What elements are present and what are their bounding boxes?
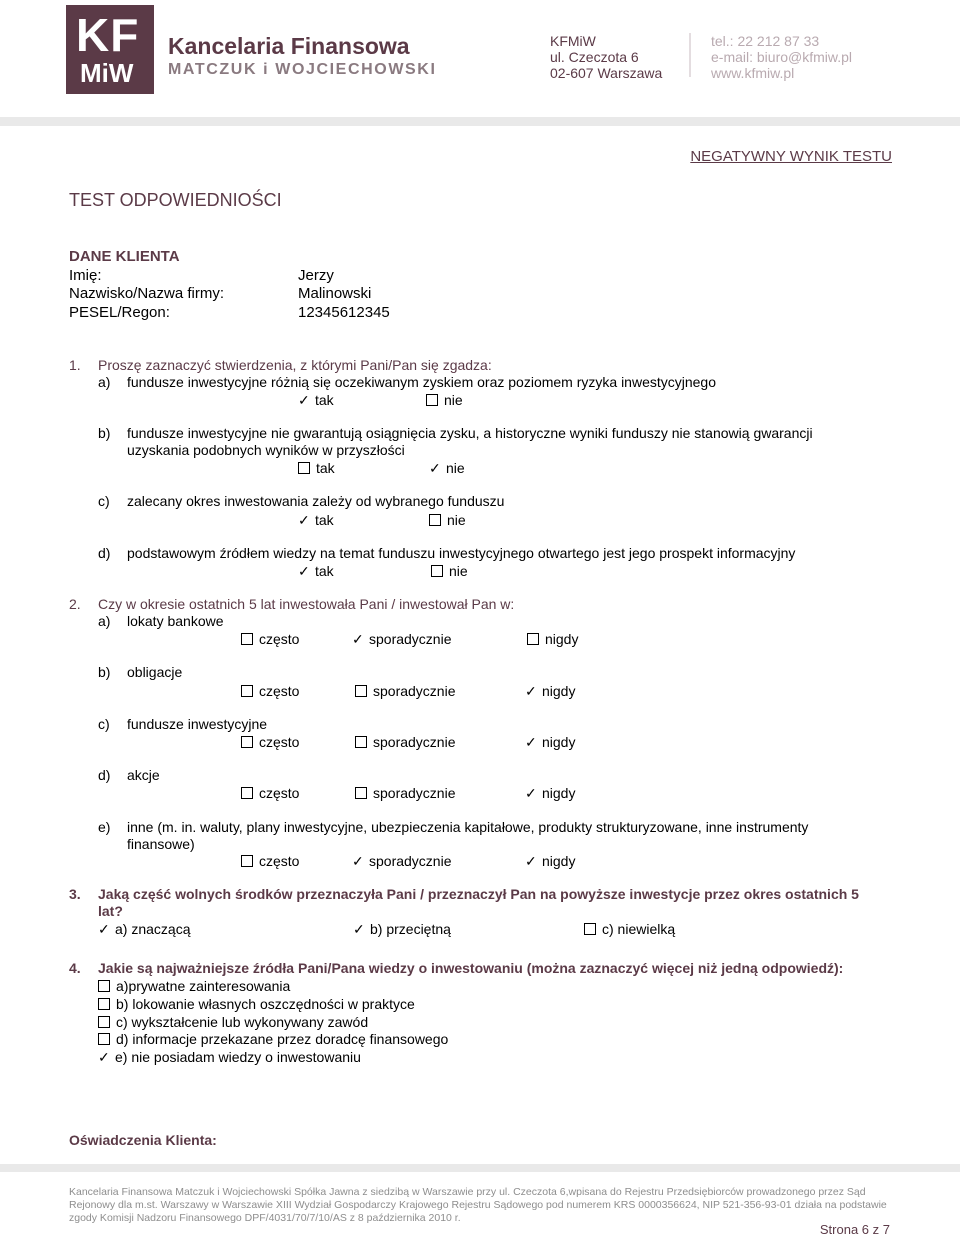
header-bar: [0, 117, 960, 126]
check-icon: ✓: [98, 921, 110, 937]
item-letter: a): [98, 374, 111, 390]
question-number: 2.: [69, 596, 81, 612]
q3-option-c[interactable]: [584, 921, 675, 938]
pesel-label: PESEL/Regon:: [69, 304, 170, 321]
option-label: często: [259, 683, 300, 699]
check-icon: ✓: [298, 563, 310, 579]
option-label: nigdy: [542, 683, 576, 699]
checkbox-icon: [426, 394, 438, 406]
option-label: a) znaczącą: [115, 921, 191, 937]
option-label: e) nie posiadam wiedzy o inwestowaniu: [115, 1049, 361, 1065]
check-icon: ✓: [298, 512, 310, 528]
q2-b-text: obligacje: [127, 664, 183, 680]
q1-b-text: fundusze inwestycyjne nie gwarantują osiągnięcia zysku, a historyczne wyniki funduszy nie stanowią gwarancji: [127, 425, 813, 441]
checkbox-icon: [241, 736, 253, 748]
option-label: sporadycznie: [369, 853, 452, 869]
question-3-text: Jaką część wolnych środków przeznaczyła Pani / przeznaczył Pan na powyższe inwestycje przez okres ostatnich 5: [98, 886, 859, 902]
address-line: KFMiW: [550, 33, 596, 49]
option-label: tak: [315, 563, 334, 579]
option-label: często: [259, 853, 300, 869]
option-label: sporadycznie: [373, 734, 456, 750]
option-label: c) wykształcenie lub wykonywany zawód: [116, 1014, 369, 1030]
item-letter: c): [98, 716, 110, 732]
check-icon: ✓: [429, 460, 441, 476]
q1-b-option-nie[interactable]: [429, 460, 465, 477]
q2-c-text: fundusze inwestycyjne: [127, 716, 268, 732]
option-label: nie: [447, 512, 466, 528]
q1-a-option-nie[interactable]: [426, 392, 463, 409]
footer-bar: [0, 1164, 960, 1172]
pesel-value: 12345612345: [298, 304, 390, 321]
option-label: nie: [444, 392, 463, 408]
q2-e-option-sporadycznie[interactable]: [352, 853, 452, 870]
option-label: tak: [316, 460, 335, 476]
q1-b-option-tak[interactable]: [298, 460, 335, 477]
q2-c-option-sporadycznie[interactable]: [355, 734, 456, 751]
q2-a-option-nigdy[interactable]: [527, 631, 578, 648]
option-label: b) lokowanie własnych oszczędności w praktyce: [116, 996, 415, 1012]
option-label: nigdy: [542, 785, 576, 801]
q2-e-text-cont: finansowe): [127, 836, 195, 852]
option-label: tak: [315, 392, 334, 408]
checkbox-icon: [298, 462, 310, 474]
q1-b-text-cont: uzyskania podobnych wyników w przyszłości: [127, 442, 405, 458]
option-label: sporadycznie: [373, 785, 456, 801]
footer-legal: [69, 1186, 892, 1225]
surname-value: Malinowski: [298, 285, 372, 302]
q2-e-option-nigdy[interactable]: [525, 853, 575, 870]
q2-a-text: lokaty bankowe: [127, 613, 224, 629]
client-heading: DANE KLIENTA: [69, 248, 180, 265]
check-icon: ✓: [98, 1049, 110, 1065]
q1-a-text: fundusze inwestycyjne różnią się oczekiwanym zyskiem oraz poziomem ryzyka inwestycyjnego: [127, 374, 717, 390]
q4-option-c[interactable]: [98, 1014, 368, 1031]
checkbox-icon: [527, 633, 539, 645]
header-divider: [689, 33, 691, 77]
question-3-text-cont: lat?: [98, 903, 123, 919]
option-label: d) informacje przekazane przez doradcę finansowego: [116, 1031, 449, 1047]
check-icon: ✓: [525, 785, 537, 801]
question-number: 3.: [69, 886, 81, 902]
option-label: często: [259, 734, 300, 750]
q2-d-option-nigdy[interactable]: [525, 785, 575, 802]
contact-email: e-mail: biuro@kfmiw.pl: [711, 49, 853, 65]
option-label: tak: [315, 512, 334, 528]
item-letter: c): [98, 493, 110, 509]
check-icon: ✓: [352, 853, 364, 869]
brand-name: Kancelaria Finansowa: [168, 33, 410, 59]
checkbox-icon: [355, 685, 367, 697]
check-icon: ✓: [298, 392, 310, 408]
checkbox-icon: [241, 787, 253, 799]
q4-option-a[interactable]: [98, 978, 290, 995]
option-label: często: [259, 631, 300, 647]
q1-c-option-nie[interactable]: [429, 512, 466, 529]
q1-d-option-tak[interactable]: [298, 563, 334, 580]
q2-d-option-sporadycznie[interactable]: [355, 785, 456, 802]
check-icon: ✓: [525, 853, 537, 869]
option-label: sporadycznie: [373, 683, 456, 699]
address-line: 02-607 Warszawa: [550, 65, 663, 81]
option-label: nie: [449, 563, 468, 579]
checkbox-icon: [98, 998, 110, 1010]
q2-a-option-sporadycznie[interactable]: [352, 631, 452, 648]
q2-c-option-nigdy[interactable]: [525, 734, 575, 751]
option-label: sporadycznie: [369, 631, 452, 647]
q3-option-b[interactable]: [353, 921, 451, 938]
question-4-text: Jakie są najważniejsze źródła Pani/Pana wiedzy o inwestowaniu (można zaznaczyć więcej niż jedną odpowiedź):: [98, 960, 844, 976]
checkbox-icon: [431, 565, 443, 577]
q3-option-a[interactable]: [98, 921, 190, 938]
footer-line: Rejonowy dla m.st. Warszawy w Warszawie XIII Wydział Gospodarczy Krajowego Rejestru Sądowego pod numerem KRS 0000356624, NIP 521-356-93-01 działa na podstawie: [69, 1199, 887, 1211]
question-number: 4.: [69, 960, 81, 976]
checkbox-icon: [98, 980, 110, 992]
brand-subtitle: MATCZUK i WOJCIECHOWSKI: [168, 61, 437, 78]
footer-line: zgody Komisji Nadzoru Finansowego DPF/4031/70/7/10/AS z 8 października 2010 r.: [69, 1212, 461, 1224]
page-number: Strona 6 z 7: [819, 1222, 890, 1237]
q2-b-option-czesto[interactable]: [241, 683, 299, 700]
q1-d-text: podstawowym źródłem wiedzy na temat funduszu inwestycyjnego otwartego jest jego prospekt informacyjny: [127, 545, 796, 561]
option-label: nie: [446, 460, 465, 476]
q2-e-option-czesto[interactable]: [241, 853, 299, 870]
test-result: NEGATYWNY WYNIK TESTU: [690, 148, 892, 165]
q2-a-option-czesto[interactable]: [241, 631, 299, 648]
name-label: Imię:: [69, 267, 102, 284]
option-label: c) niewielką: [602, 921, 676, 937]
logo-text-miw: MiW: [80, 58, 134, 88]
option-label: nigdy: [542, 853, 576, 869]
q4-option-d[interactable]: [98, 1031, 448, 1048]
statement-heading: Oświadczenia Klienta:: [69, 1132, 217, 1148]
q2-d-option-czesto[interactable]: [241, 785, 299, 802]
q2-d-text: akcje: [127, 767, 160, 783]
q2-e-text: inne (m. in. waluty, plany inwestycyjne, ubezpieczenia kapitałowe, produkty strukturyzowane, inne instrumenty: [127, 819, 809, 835]
logo-text-kf: KF: [76, 9, 140, 61]
q2-c-option-czesto[interactable]: [241, 734, 299, 751]
check-icon: ✓: [353, 921, 365, 937]
q4-option-e[interactable]: [98, 1049, 361, 1066]
checkbox-icon: [241, 633, 253, 645]
item-letter: d): [98, 545, 111, 561]
checkbox-icon: [355, 736, 367, 748]
q1-a-option-tak[interactable]: [298, 392, 334, 409]
option-label: nigdy: [542, 734, 576, 750]
item-letter: e): [98, 819, 111, 835]
surname-label: Nazwisko/Nazwa firmy:: [69, 285, 225, 302]
q1-c-text: zalecany okres inwestowania zależy od wybranego funduszu: [127, 493, 505, 509]
option-label: często: [259, 785, 300, 801]
checkbox-icon: [584, 923, 596, 935]
header-address: [550, 33, 662, 81]
question-number: 1.: [69, 357, 81, 373]
option-label: b) przeciętną: [370, 921, 451, 937]
contact-phone: tel.: 22 212 87 33: [711, 33, 820, 49]
q1-c-option-tak[interactable]: [298, 512, 334, 529]
checkbox-icon: [98, 1016, 110, 1028]
q2-b-option-nigdy[interactable]: [525, 683, 575, 700]
address-line: ul. Czeczota 6: [550, 49, 639, 65]
q2-b-option-sporadycznie[interactable]: [355, 683, 456, 700]
question-2-text: Czy w okresie ostatnich 5 lat inwestowała Pani / inwestował Pan w:: [98, 596, 515, 612]
item-letter: a): [98, 613, 111, 629]
header-contact: [711, 33, 852, 81]
checkbox-icon: [241, 685, 253, 697]
item-letter: b): [98, 425, 111, 441]
page-title: TEST ODPOWIEDNIOŚCI: [69, 190, 282, 210]
check-icon: ✓: [352, 631, 364, 647]
check-icon: ✓: [525, 683, 537, 699]
checkbox-icon: [241, 855, 253, 867]
item-letter: b): [98, 664, 111, 680]
checkbox-icon: [429, 514, 441, 526]
question-1-text: Proszę zaznaczyć stwierdzenia, z którymi Pani/Pan się zgadza:: [98, 357, 492, 373]
option-label: nigdy: [545, 631, 579, 647]
checkbox-icon: [98, 1033, 110, 1045]
item-letter: d): [98, 767, 111, 783]
q1-d-option-nie[interactable]: [431, 563, 468, 580]
option-label: a)prywatne zainteresowania: [116, 978, 291, 994]
contact-website: www.kfmiw.pl: [711, 65, 795, 81]
footer-line: Kancelaria Finansowa Matczuk i Wojciechowski Spółka Jawna z siedzibą w Warszawie przy ul. Czeczota 6,wpisana do Rejestru Przedsiębiorców prowadzonego przez Sąd: [69, 1186, 866, 1198]
checkbox-icon: [355, 787, 367, 799]
name-value: Jerzy: [298, 267, 334, 284]
q4-option-b[interactable]: [98, 996, 415, 1013]
check-icon: ✓: [525, 734, 537, 750]
